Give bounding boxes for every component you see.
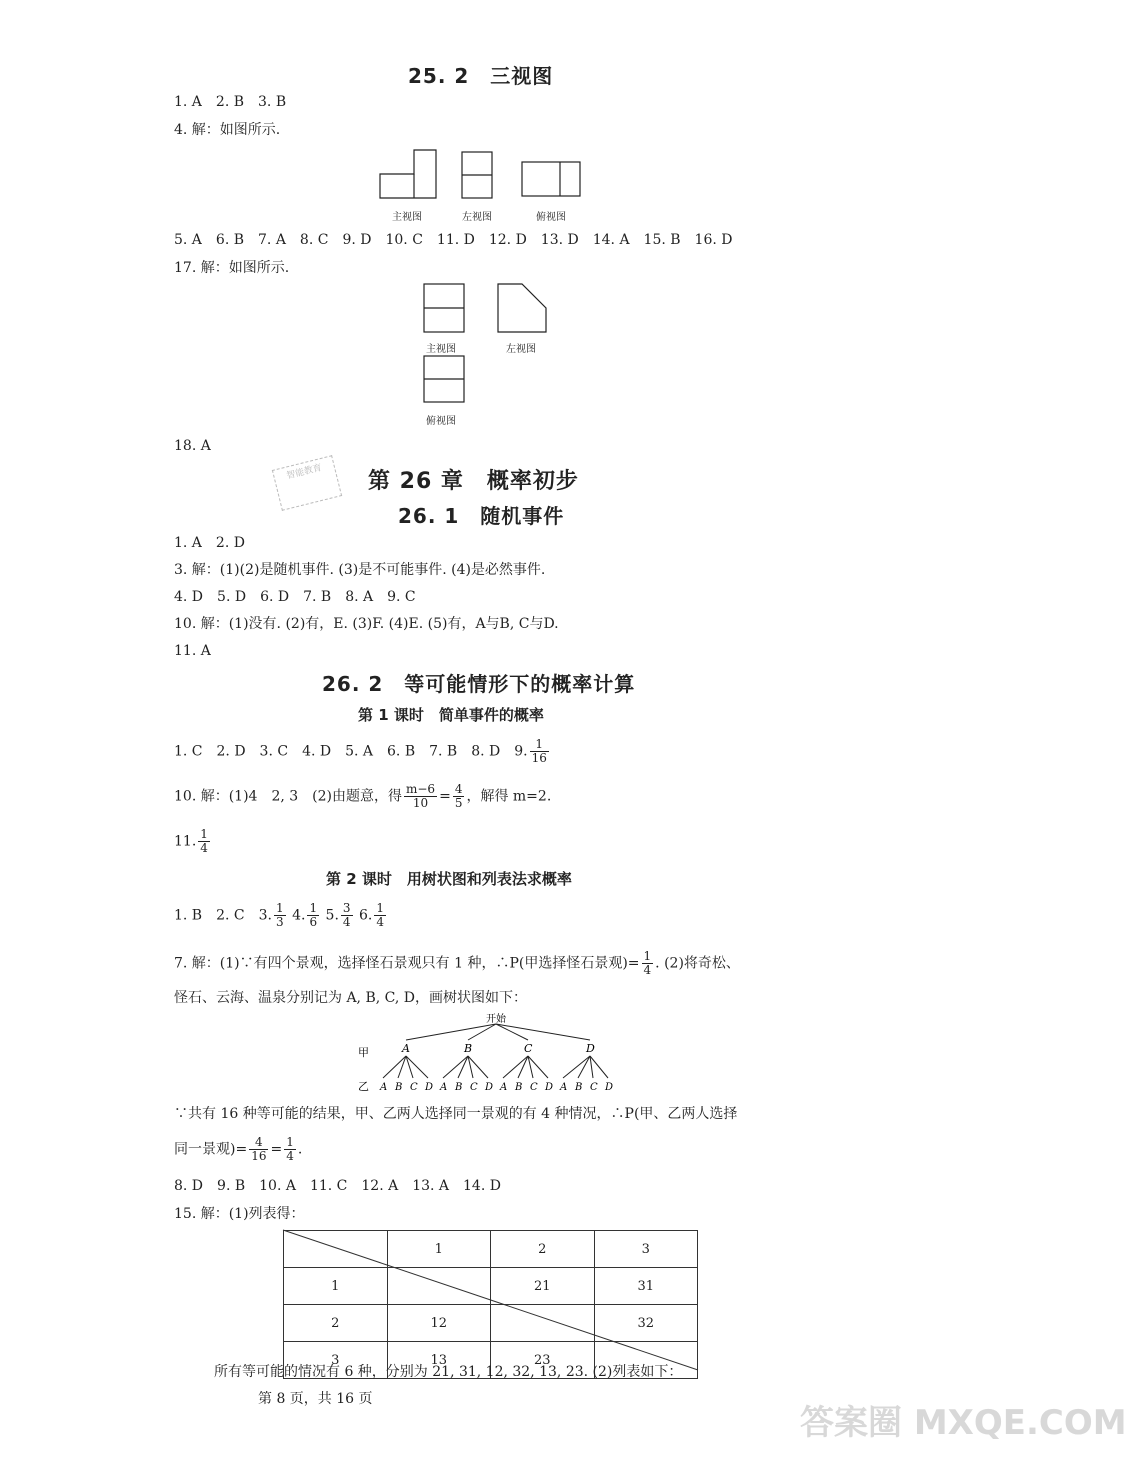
fraction: $\frac{1}{3}$ — [275, 901, 284, 929]
answer-line-1-9: 1. C 2. D 3. C 4. D 5. A 6. B 7. B 8. D 9. $\frac{1}{16}$ — [174, 737, 547, 765]
answer-line-7a: 7. 解：(1)∵有四个景观，选择怪石景观只有 1 种，∴P(甲选择怪石景观)= $\frac{1}{4}$ . (2)将奇松、 — [174, 949, 740, 977]
tree-leaf: B — [395, 1082, 403, 1093]
tree-leaf: A — [440, 1082, 448, 1093]
table-cell: 12 — [387, 1305, 491, 1342]
front-view-shape — [380, 150, 436, 198]
table-cell: 31 — [594, 1268, 698, 1305]
answer-line-7e: 同一景观)= $\frac{4}{16}$ = $\frac{1}{4}$ . — [174, 1135, 303, 1163]
answer-line-11: 11. A — [174, 643, 211, 659]
lesson-title-2: 第 2 课时 用树状图和列表法求概率 — [326, 870, 572, 888]
section-title-25-2: 25. 2 三视图 — [408, 64, 554, 88]
answer-line-1-3: 1. A 2. B 3. B — [174, 94, 287, 110]
tree-leaf: C — [470, 1082, 478, 1093]
answer-line-11b: 11. $\frac{1}{4}$ — [174, 827, 208, 855]
fraction: $\frac{1}{4}$ — [286, 1135, 294, 1163]
tree-node: C — [524, 1042, 533, 1055]
tree-leaf: B — [455, 1082, 463, 1093]
answer-line-15b: 所有等可能的情况有 6 种，分别为 21, 31, 12, 32, 13, 23. (2)列表如下： — [214, 1364, 683, 1380]
caption-top: 俯视图 — [536, 212, 566, 223]
caption-front: 主视图 — [392, 212, 422, 223]
fraction: $\frac{3}{4}$ — [342, 901, 351, 929]
tree-diagram — [350, 1010, 630, 1100]
answer-line-5-16: 5. A 6. B 7. A 8. C 9. D 10. C 11. D 12. D 13. D 14. A 15. B 16. D — [174, 232, 733, 248]
watermark-logo: 答案圈 MXQE.COM — [800, 1403, 1127, 1443]
answer-line-7c: 怪石、云海、温泉分别记为 A, B, C, D，画树状图如下： — [174, 990, 527, 1006]
answer-line-15: 15. 解：(1)列表得： — [174, 1206, 305, 1222]
tree-node: D — [586, 1042, 595, 1055]
answer-line-1-2: 1. A 2. D — [174, 535, 245, 551]
answer-line-17: 17. 解：如图所示. — [174, 260, 290, 276]
tree-branch — [563, 1056, 590, 1078]
table-cell: 1 — [284, 1268, 388, 1305]
caption-front-2: 主视图 — [426, 344, 456, 355]
tree-branch — [383, 1056, 406, 1078]
table-cell: 32 — [594, 1305, 698, 1342]
answer-line-l2-1-6: 1. B 2. C 3. $\frac{1}{3}$ 4. $\frac{1}{6}$ 5. $\frac{3}{4}$ 6. $\frac{1}{4}$ — [174, 901, 384, 929]
table-cell: 3 — [594, 1231, 698, 1268]
tree-leaf: D — [485, 1082, 494, 1093]
tree-leaf: C — [410, 1082, 418, 1093]
caption-left: 左视图 — [462, 212, 492, 223]
answer-line-3: 3. 解：(1)(2)是随机事件. (3)是不可能事件. (4)是必然事件. — [174, 562, 546, 578]
answer-line-18: 18. A — [174, 438, 211, 454]
fraction: $\frac{1}{16}$ — [531, 737, 547, 765]
fraction: $\frac{1}{4}$ — [376, 901, 384, 929]
chapter-title-26: 第 26 章 概率初步 — [368, 469, 579, 494]
lesson-title-1: 第 1 课时 简单事件的概率 — [358, 706, 544, 724]
caption-top-2: 俯视图 — [426, 416, 456, 427]
answer-line-4: 4. 解：如图所示. — [174, 122, 281, 138]
table-cell: 2 — [284, 1305, 388, 1342]
tree-leaf: B — [515, 1082, 523, 1093]
tree-leaf: A — [500, 1082, 508, 1093]
tree-branch — [458, 1056, 468, 1078]
tree-leaf: B — [575, 1082, 583, 1093]
tree-branch — [503, 1056, 528, 1078]
fraction: $\frac{m-6}{10}$ — [406, 782, 436, 810]
tree-node: A — [402, 1042, 410, 1055]
table-diagonals — [283, 1230, 698, 1370]
tree-leaf: D — [545, 1082, 554, 1093]
tree-leaf: D — [605, 1082, 614, 1093]
answer-line-10: 10. 解：(1)没有. (2)有，E. (3)F. (4)E. (5)有，A与B, C与D. — [174, 616, 559, 632]
caption-left-2: 左视图 — [506, 344, 536, 355]
stamp-logo: 智能教育 — [272, 455, 342, 511]
tree-leaf: D — [425, 1082, 434, 1093]
table-cell: 2 — [491, 1231, 595, 1268]
page-footer: 第 8 页，共 16 页 — [258, 1391, 373, 1407]
left-view-shape — [498, 284, 546, 332]
tree-branch — [518, 1056, 528, 1078]
answer-line-7d: ∵共有 16 种等可能的结果，甲、乙两人选择同一景观的有 4 种情况，∴P(甲、乙两人选择 — [174, 1106, 738, 1122]
tree-leaf: C — [530, 1082, 538, 1093]
top-view-shape — [522, 162, 580, 196]
table-cell: 23 — [491, 1342, 595, 1379]
fraction: $\frac{1}{4}$ — [643, 949, 652, 977]
tree-branch — [578, 1056, 590, 1078]
tree-leaf: A — [380, 1082, 388, 1093]
section-title-26-1: 26. 1 随机事件 — [398, 504, 565, 528]
fraction: $\frac{1}{6}$ — [309, 901, 318, 929]
tree-leaf: A — [560, 1082, 568, 1093]
table-cell: 13 — [387, 1342, 491, 1379]
answer-line-4-9: 4. D 5. D 6. D 7. B 8. A 9. C — [174, 589, 416, 605]
fraction: $\frac{4}{16}$ — [251, 1135, 267, 1163]
section-title-26-2: 26. 2 等可能情形下的概率计算 — [322, 672, 636, 696]
tree-leaf: C — [590, 1082, 598, 1093]
table-cell: 3 — [284, 1342, 388, 1379]
table-cell: 1 — [387, 1231, 491, 1268]
table-cell: 21 — [491, 1268, 595, 1305]
tree-root: 开始 — [486, 1014, 506, 1025]
answer-line-8-14: 8. D 9. B 10. A 11. C 12. A 13. A 14. D — [174, 1178, 501, 1194]
tree-branch — [443, 1056, 468, 1078]
answer-line-10b: 10. 解：(1)4 2, 3 (2)由题意，得 $\frac{m-6}{10}$ = $\frac{4}{5}$ ，解得 m=2. — [174, 782, 552, 810]
tree-label-yi: 乙 — [358, 1080, 369, 1093]
tree-node: B — [464, 1042, 473, 1055]
fraction: $\frac{1}{4}$ — [200, 827, 208, 855]
tree-label-jia: 甲 — [358, 1046, 369, 1059]
fraction: $\frac{4}{5}$ — [454, 782, 463, 810]
